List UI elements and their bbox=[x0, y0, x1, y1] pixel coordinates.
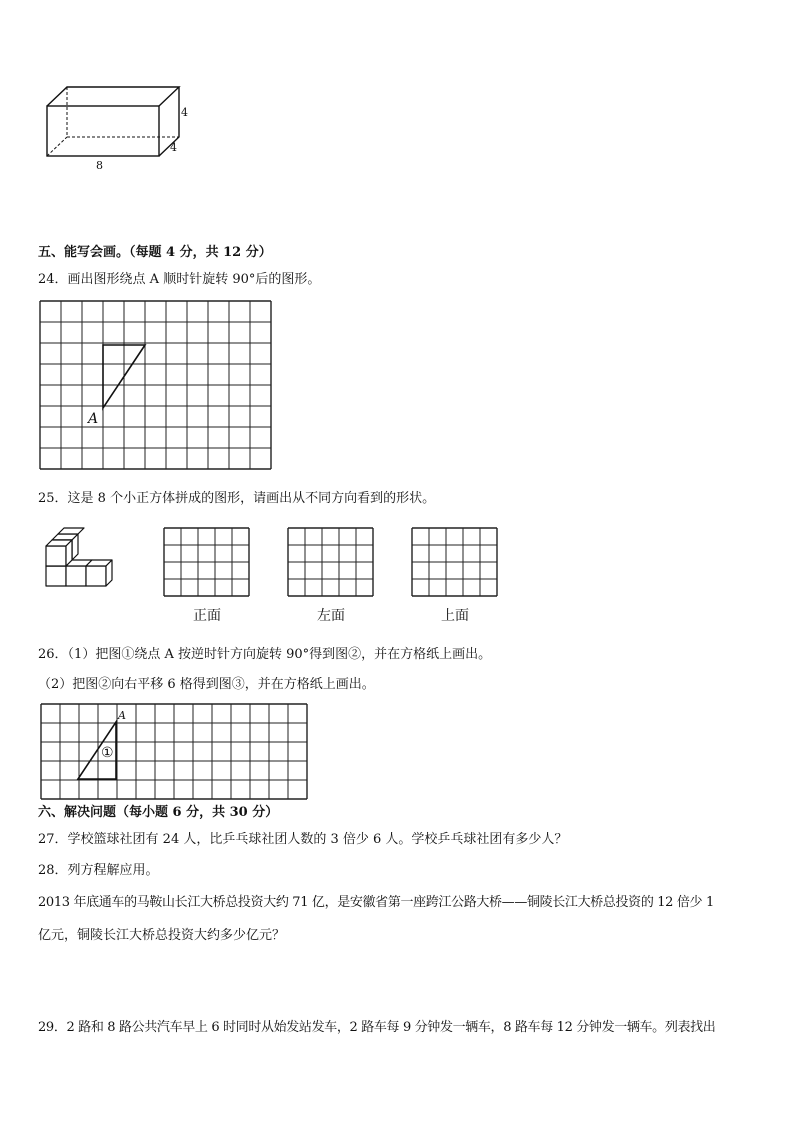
question-26-part-1: 26．（1）把图①绕点 A 按逆时针方向旋转 90°得到图②，并在方格纸上画出。 bbox=[38, 647, 492, 662]
question-26-part-2: （2）把图②向右平移 6 格得到图③，并在方格纸上画出。 bbox=[38, 677, 375, 692]
cuboid-width-label: 4 bbox=[170, 141, 177, 154]
cuboid-length-label: 8 bbox=[96, 159, 103, 172]
section-six-title: 六、解决问题（每小题 6 分，共 30 分） bbox=[38, 805, 279, 820]
question-28-line-1: 2013 年底通车的马鞍山长江大桥总投资大约 71 亿，是安徽省第一座跨江公路大桥——铜陵长江大桥总投资的 12 倍少 1 bbox=[38, 895, 714, 910]
top-view-grid bbox=[411, 527, 499, 597]
shape-one-label: ① bbox=[101, 745, 114, 761]
left-view-caption: 左面 bbox=[317, 608, 345, 624]
question-24: 24．画出图形绕点 A 顺时针旋转 90°后的图形。 bbox=[38, 272, 321, 287]
question-28-line-2: 亿元，铜陵长江大桥总投资大约多少亿元？ bbox=[38, 928, 286, 943]
question-29: 29．2 路和 8 路公共汽车早上 6 时同时从始发站发车，2 路车每 9 分钟发一辆车，8 路车每 12 分钟发一辆车。列表找出 bbox=[38, 1020, 716, 1035]
front-view-grid bbox=[163, 527, 251, 597]
left-view-grid bbox=[287, 527, 375, 597]
question-27: 27．学校篮球社团有 24 人，比乒乓球社团人数的 3 倍少 6 人。学校乒乓球社团有多少人？ bbox=[38, 832, 568, 847]
translation-grid bbox=[40, 703, 308, 801]
top-view-caption: 上面 bbox=[441, 608, 469, 624]
cube-stack-figure bbox=[44, 530, 126, 592]
cuboid-figure bbox=[40, 80, 200, 180]
cuboid-height-label: 4 bbox=[181, 106, 188, 119]
point-a-label-2: A bbox=[118, 709, 126, 722]
section-five-title: 五、能写会画。（每题 4 分，共 12 分） bbox=[38, 245, 272, 260]
point-a-label: A bbox=[88, 411, 99, 427]
rotation-grid bbox=[39, 300, 255, 474]
question-28-title: 28．列方程解应用。 bbox=[38, 863, 159, 878]
question-25: 25．这是 8 个小正方体拼成的图形，请画出从不同方向看到的形状。 bbox=[38, 491, 436, 506]
front-view-caption: 正面 bbox=[193, 608, 221, 624]
